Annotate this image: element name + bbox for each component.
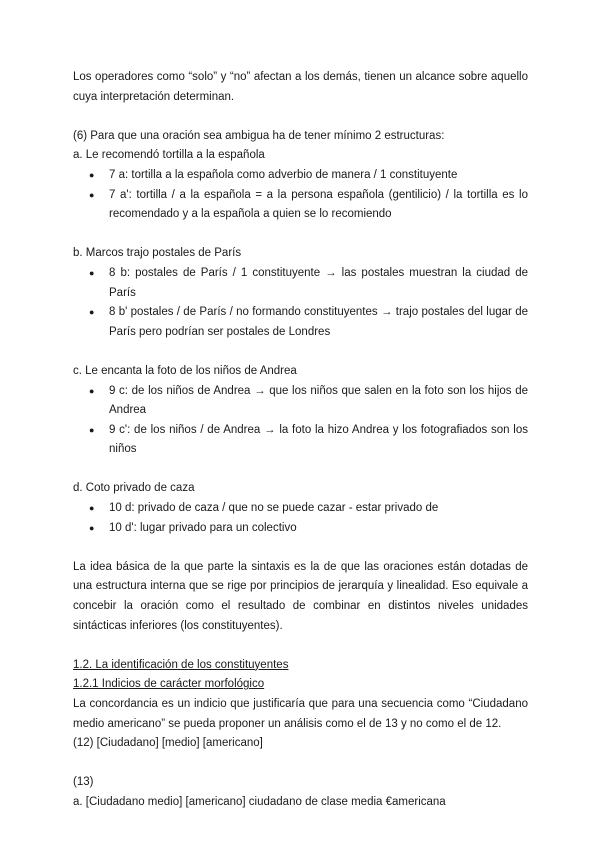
list-item-text: 8 b: postales de París / 1 constituyente → las postales muestran la ciudad de París xyxy=(109,266,528,299)
spacer xyxy=(73,538,528,558)
list-item-text: 9 c': de los niños / de Andrea → la foto la hizo Andrea y los fotografiados son los niños xyxy=(109,423,528,456)
section-title: 1.2. La identificación de los constituyentes xyxy=(73,658,289,671)
subsection-title: 1.2.1 Indicios de carácter morfológico xyxy=(73,678,265,691)
document-page xyxy=(73,68,528,813)
bullet-icon: ● xyxy=(89,307,95,318)
list-item xyxy=(73,519,528,539)
example-a-list xyxy=(73,166,528,225)
example-13-a: a. [Ciudadano medio] [americano] ciudadano de clase media €americana xyxy=(73,795,446,808)
bullet-icon: ● xyxy=(89,189,95,200)
list-item xyxy=(73,499,528,519)
list-item xyxy=(73,382,528,421)
syntax-idea-paragraph: La idea básica de la que parte la sintaxis es la de que las oraciones están dotadas de una estructura interna que se rige por principios de jerarquía y linealidad. Eso equivale a concebir la oración como el resultado de combinar en distintos niveles unidades sintácticas inferiores (los constituyentes). xyxy=(73,560,528,632)
list-item xyxy=(73,421,528,460)
example-d-list xyxy=(73,499,528,538)
concordance-paragraph: La concordancia es un indicio que justificaría que para una secuencia como “Ciudadano medio americano” se pueda proponer un análisis como el de 13 y no como el de 12. xyxy=(73,698,528,730)
example-c-list xyxy=(73,382,528,460)
spacer xyxy=(73,107,528,127)
example-b-list xyxy=(73,264,528,342)
example-13-label: (13) xyxy=(73,776,94,789)
bullet-icon: ● xyxy=(89,267,95,278)
list-item-text: 8 b' postales / de París / no formando constituyentes → trajo postales del lugar de París pero podrían ser postales de Londres xyxy=(109,306,528,338)
example-d-heading: d. Coto privado de caza xyxy=(73,482,195,495)
spacer xyxy=(73,460,528,480)
example-b-heading: b. Marcos trajo postales de París xyxy=(73,247,242,260)
intro-paragraph: Los operadores como “solo” y “no” afectan a los demás, tienen un alcance sobre aquello cuya interpretación determinan. xyxy=(73,71,528,103)
spacer xyxy=(73,754,528,774)
spacer xyxy=(73,636,528,656)
list-item xyxy=(73,264,528,303)
list-item-text: 9 c: de los niños de Andrea → que los niños que salen en la foto son los hijos de Andrea xyxy=(109,384,528,417)
bullet-icon: ● xyxy=(89,503,95,514)
bullet-icon: ● xyxy=(89,385,95,396)
list-item-text: 7 a: tortilla a la española como adverbio de manera / 1 constituyente xyxy=(109,168,458,181)
list-item xyxy=(73,186,528,225)
bullet-icon: ● xyxy=(89,424,95,435)
list-item-text: 10 d': lugar privado para un colectivo xyxy=(109,521,297,534)
spacer xyxy=(73,225,528,245)
example-a-heading: a. Le recomendó tortilla a la española xyxy=(73,149,265,162)
bullet-icon: ● xyxy=(89,169,95,180)
bullet-icon: ● xyxy=(89,522,95,533)
list-item-text: 7 a': tortilla / a la española = a la persona española (gentilicio) / la tortilla es lo recomendado y a la española a quien se lo recomiendo xyxy=(109,188,528,221)
ambiguity-rule: (6) Para que una oración sea ambigua ha de tener mínimo 2 estructuras: xyxy=(73,129,445,142)
list-item xyxy=(73,166,528,186)
example-c-heading: c. Le encanta la foto de los niños de Andrea xyxy=(73,364,297,377)
example-12: (12) [Ciudadano] [medio] [americano] xyxy=(73,737,263,750)
list-item-text: 10 d: privado de caza / que no se puede cazar - estar privado de xyxy=(109,502,439,515)
spacer xyxy=(73,342,528,362)
list-item xyxy=(73,303,528,342)
